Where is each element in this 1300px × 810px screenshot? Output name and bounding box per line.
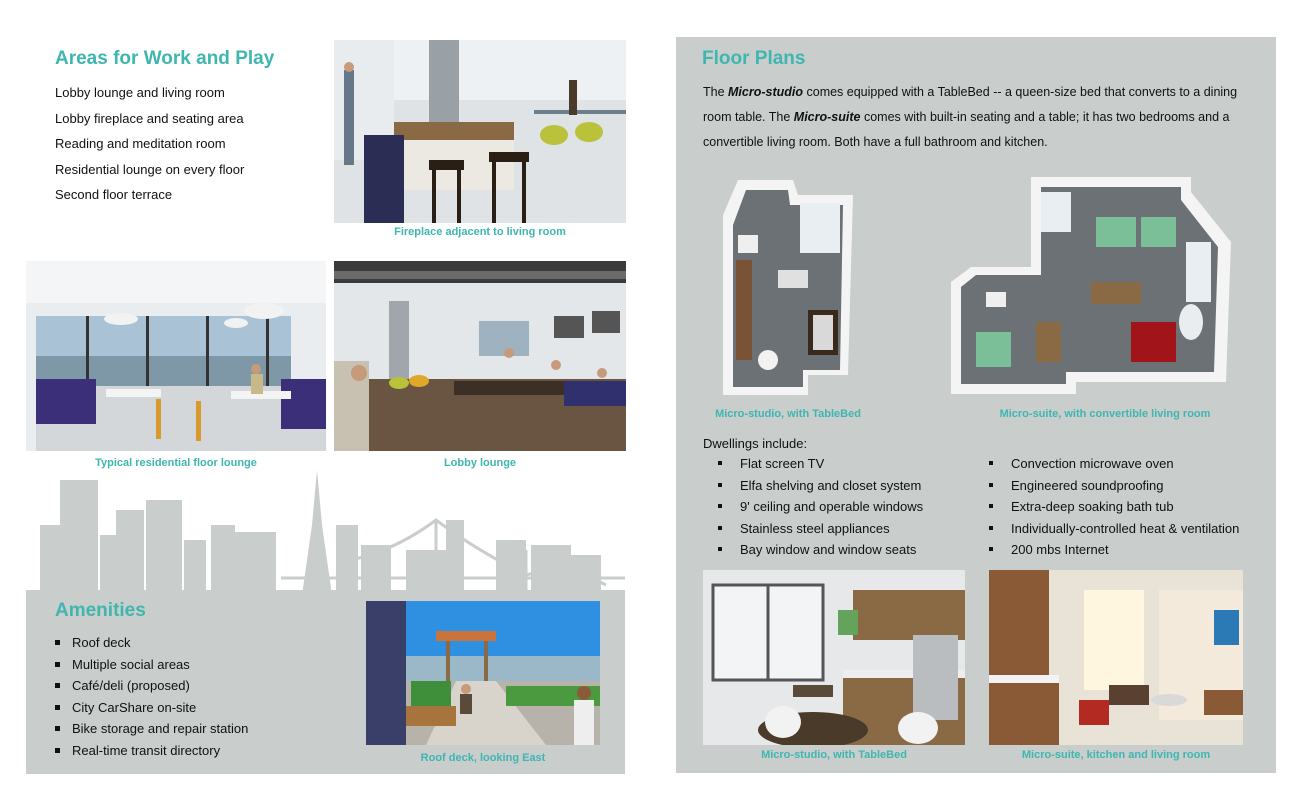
areas-heading: Areas for Work and Play [55,48,275,69]
amenities-item: Roof deck [55,632,335,654]
lobby-lounge-photo [334,261,626,451]
dwelling-item: 200 mbs Internet [989,539,1269,561]
dwelling-item: Extra-deep soaking bath tub [989,496,1269,518]
dwelling-item: Individually-controlled heat & ventilation [989,518,1269,540]
micro-suite-plan-caption: Micro-suite, with convertible living room [999,408,1211,420]
micro-studio-photo-caption: Micro-studio, with TableBed [761,749,907,761]
amenities-item: Bike storage and repair station [55,718,335,740]
micro-suite-photo-caption: Micro-suite, kitchen and living room [1021,749,1211,761]
micro-studio-photo [703,570,965,745]
bullet-icon [55,640,60,645]
dwelling-item: 9' ceiling and operable windows [718,496,978,518]
dwellings-list-2 [989,453,1269,561]
bullet-icon [989,526,993,530]
areas-item: Lobby lounge and living room [55,85,225,100]
bullet-icon [55,705,60,710]
bullet-icon [718,526,722,530]
dwelling-item: Flat screen TV [718,453,978,475]
bullet-icon [989,504,993,508]
areas-item: Reading and meditation room [55,136,226,152]
areas-item: Residential lounge on every floor [55,161,245,177]
bullet-icon [55,726,60,731]
dwelling-item: Stainless steel appliances [718,518,978,540]
dwellings-list-1 [718,453,978,561]
amenities-item: City CarShare on-site [55,697,335,719]
areas-item: Lobby fireplace and seating area [55,110,244,126]
dwelling-item: Bay window and window seats [718,539,978,561]
bullet-icon [718,504,722,508]
bullet-icon [989,483,993,487]
fireplace-photo [334,40,626,223]
fireplace-caption: Fireplace adjacent to living room [394,226,566,238]
dwelling-item: Convection microwave oven [989,453,1269,475]
amenities-item: Real-time transit directory [55,740,335,762]
micro-studio-floorplan [718,175,858,397]
amenities-heading: Amenities [55,600,146,621]
bullet-icon [718,461,722,465]
amenities-item: Café/deli (proposed) [55,675,335,697]
bullet-icon [55,662,60,667]
bullet-icon [55,748,60,753]
dwellings-label: Dwellings include: [703,436,808,451]
micro-suite-floorplan [946,172,1246,398]
roof-deck-photo [366,601,600,745]
lobby-lounge-caption: Lobby lounge [443,457,517,469]
floor-lounge-photo [26,261,326,451]
amenities-list [55,632,335,761]
micro-suite-photo [989,570,1243,745]
bullet-icon [718,547,722,551]
floor-lounge-caption: Typical residential floor lounge [95,457,257,469]
floor-plans-intro: The Micro-studio comes equipped with a TableBed -- a queen-size bed that converts to a dining room table. The Micro-suite comes with built-in seating and a table; it has two bedrooms and a convertible living room. Both have a full bathroom and kitchen. [703,85,1238,149]
bullet-icon [989,547,993,551]
bullet-icon [55,683,60,688]
dwelling-item: Engineered soundproofing [989,475,1269,497]
amenities-item: Multiple social areas [55,654,335,676]
dwelling-item: Elfa shelving and closet system [718,475,978,497]
bullet-icon [718,483,722,487]
areas-list [55,80,325,208]
roof-deck-caption: Roof deck, looking East [420,752,546,764]
micro-studio-plan-caption: Micro-studio, with TableBed [715,408,861,420]
floor-plans-heading: Floor Plans [702,48,806,69]
areas-item: Second floor terrace [55,187,173,203]
bullet-icon [989,461,993,465]
